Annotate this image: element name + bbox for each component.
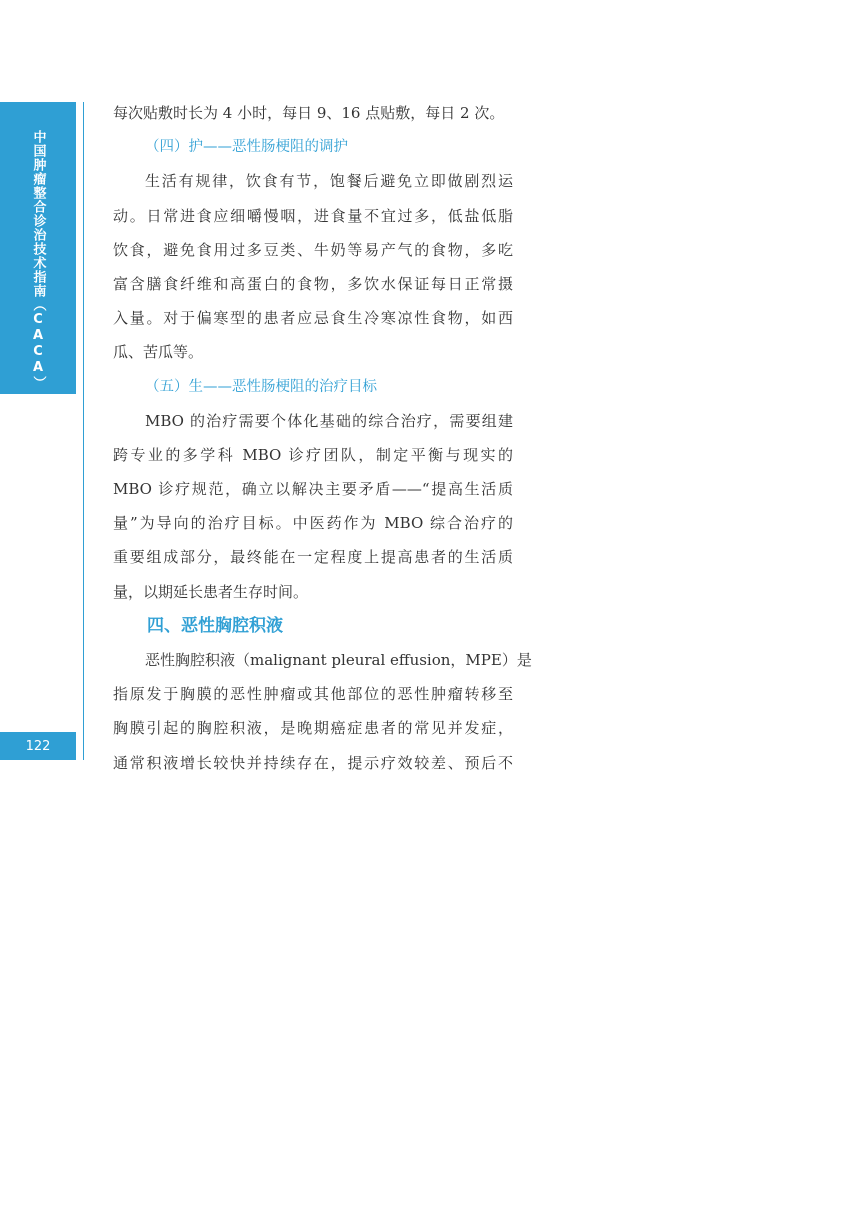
text-line: 生活有规律，饮食有节，饱餐后避免立即做剧烈运 [145, 172, 513, 191]
text-line: 动。日常进食应细嚼慢咽，进食量不宜过多，低盐低脂 [113, 206, 513, 225]
page-number: 122 [0, 732, 76, 760]
text-line: 跨专业的多学科 MBO 诊疗团队，制定平衡与现实的 [113, 445, 513, 464]
margin-rule [83, 102, 84, 760]
text-line: 瓜、苦瓜等。 [113, 343, 204, 362]
subheading-nursing: （四）护——恶性肠梗阻的调护 [145, 139, 348, 156]
text-line: 饮食，避免食用过多豆类、牛奶等易产气的食物，多吃 [113, 240, 513, 259]
text-line: 通常积液增长较快并持续存在，提示疗效较差、预后不 [113, 753, 513, 772]
section-heading: 四、恶性胸腔积液 [147, 615, 283, 636]
text-line: MBO 的治疗需要个体化基础的综合治疗，需要组建 [145, 411, 513, 430]
text-line: MBO 诊疗规范，确立以解决主要矛盾——“提高生活质 [113, 480, 513, 499]
subheading-goals: （五）生——恶性肠梗阻的治疗目标 [145, 378, 377, 395]
book-title: 中国肿瘤整合诊治技术指南（CACA） [30, 130, 46, 390]
text-line: 恶性胸腔积液（malignant pleural effusion，MPE）是 [145, 651, 532, 669]
text-line: 量”为导向的治疗目标。中医药作为 MBO 综合治疗的 [113, 514, 513, 533]
text-line: 入量。对于偏寒型的患者应忌食生冷寒凉性食物，如西 [113, 309, 513, 328]
text-line: 指原发于胸膜的恶性肿瘤或其他部位的恶性肿瘤转移至 [113, 685, 513, 704]
text-line: 富含膳食纤维和高蛋白的食物，多饮水保证每日正常摄 [113, 274, 513, 293]
text-line: 每次贴敷时长为 4 小时，每日 9、16 点贴敷，每日 2 次。 [113, 104, 505, 122]
side-tab [0, 102, 76, 394]
text-line: 胸膜引起的胸腔积液，是晚期癌症患者的常见并发症， [113, 719, 513, 738]
body-text [113, 96, 532, 780]
text-line: 量，以期延长患者生存时间。 [113, 582, 309, 601]
text-line: 重要组成部分，最终能在一定程度上提高患者的生活质 [113, 548, 513, 567]
